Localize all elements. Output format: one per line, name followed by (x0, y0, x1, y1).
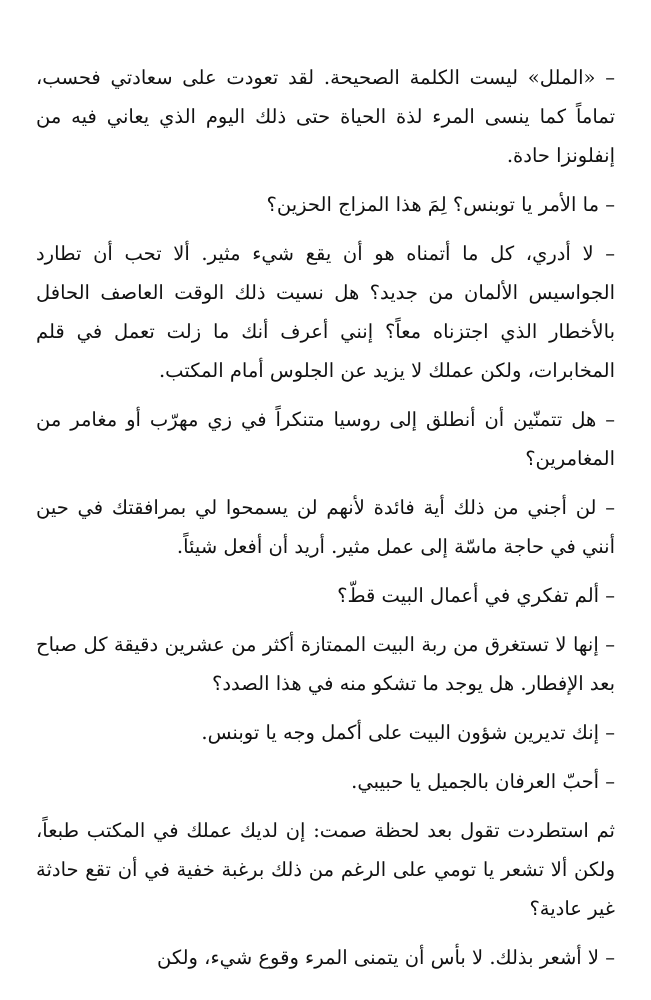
paragraph-office-work: ثم استطردت تقول بعد لحظة صمت: إن لديك عملك في المكتب طبعاً، ولكن ألا تشعر يا تومي على الرغم من ذلك برغبة خفية في أن تقع حادثة غير عادية؟ (36, 819, 615, 920)
paragraph-run-house: – إنك تديرين شؤون البيت على أكمل وجه يا توبنس. (201, 721, 615, 744)
paragraph-whats-wrong: – ما الأمر يا توبنس؟ لِمَ هذا المزاج الحزين؟ (266, 193, 615, 216)
paragraph-twenty-minutes: – إنها لا تستغرق من ربة البيت الممتازة أكثر من عشرين دقيقة كل صباح بعد الإفطار. هل يوجد ما تشكو منه في هذا الصدد؟ (36, 633, 615, 695)
paragraph-boredom: – «الملل» ليست الكلمة الصحيحة. لقد تعودت على سعادتي فحسب، تماماً كما ينسى المرء لذة الحياة حتى ذلك اليوم الذي يعاني فيه من إنفلونزا حادة. (36, 66, 615, 167)
paragraph-no-feeling: – لا أشعر بذلك. لا بأس أن يتمنى المرء وقوع شيء، ولكن (156, 946, 615, 969)
paragraph-gratitude: – أحبّ العرفان بالجميل يا حبيبي. (351, 770, 615, 793)
paragraph-russia: – هل تتمنّين أن أنطلق إلى روسيا متنكراً في زي مهرّب أو مغامر من المغامرين؟ (36, 408, 615, 470)
paragraph-german-spies: – لا أدري، كل ما أتمناه هو أن يقع شيء مثير. ألا تحب أن تطارد الجواسيس الألمان من جديد؟ هل نسيت ذلك الوقت العاصف الحافل بالأخطار الذي اجتزناه معاً؟ إنني أعرف أنك ما زلت تعمل في قلم المخابرات، ولكن عملك لا يزيد عن الجلوس أمام المكتب. (36, 242, 615, 382)
paragraph-want-action: – لن أجني من ذلك أية فائدة لأنهم لن يسمحوا لي بمرافقتك في حين أنني في حاجة ماسّة إلى عمل مثير. أريد أن أفعل شيئاً. (36, 496, 615, 558)
paragraph-housework-question: – ألم تفكري في أعمال البيت قطّ؟ (337, 584, 615, 607)
